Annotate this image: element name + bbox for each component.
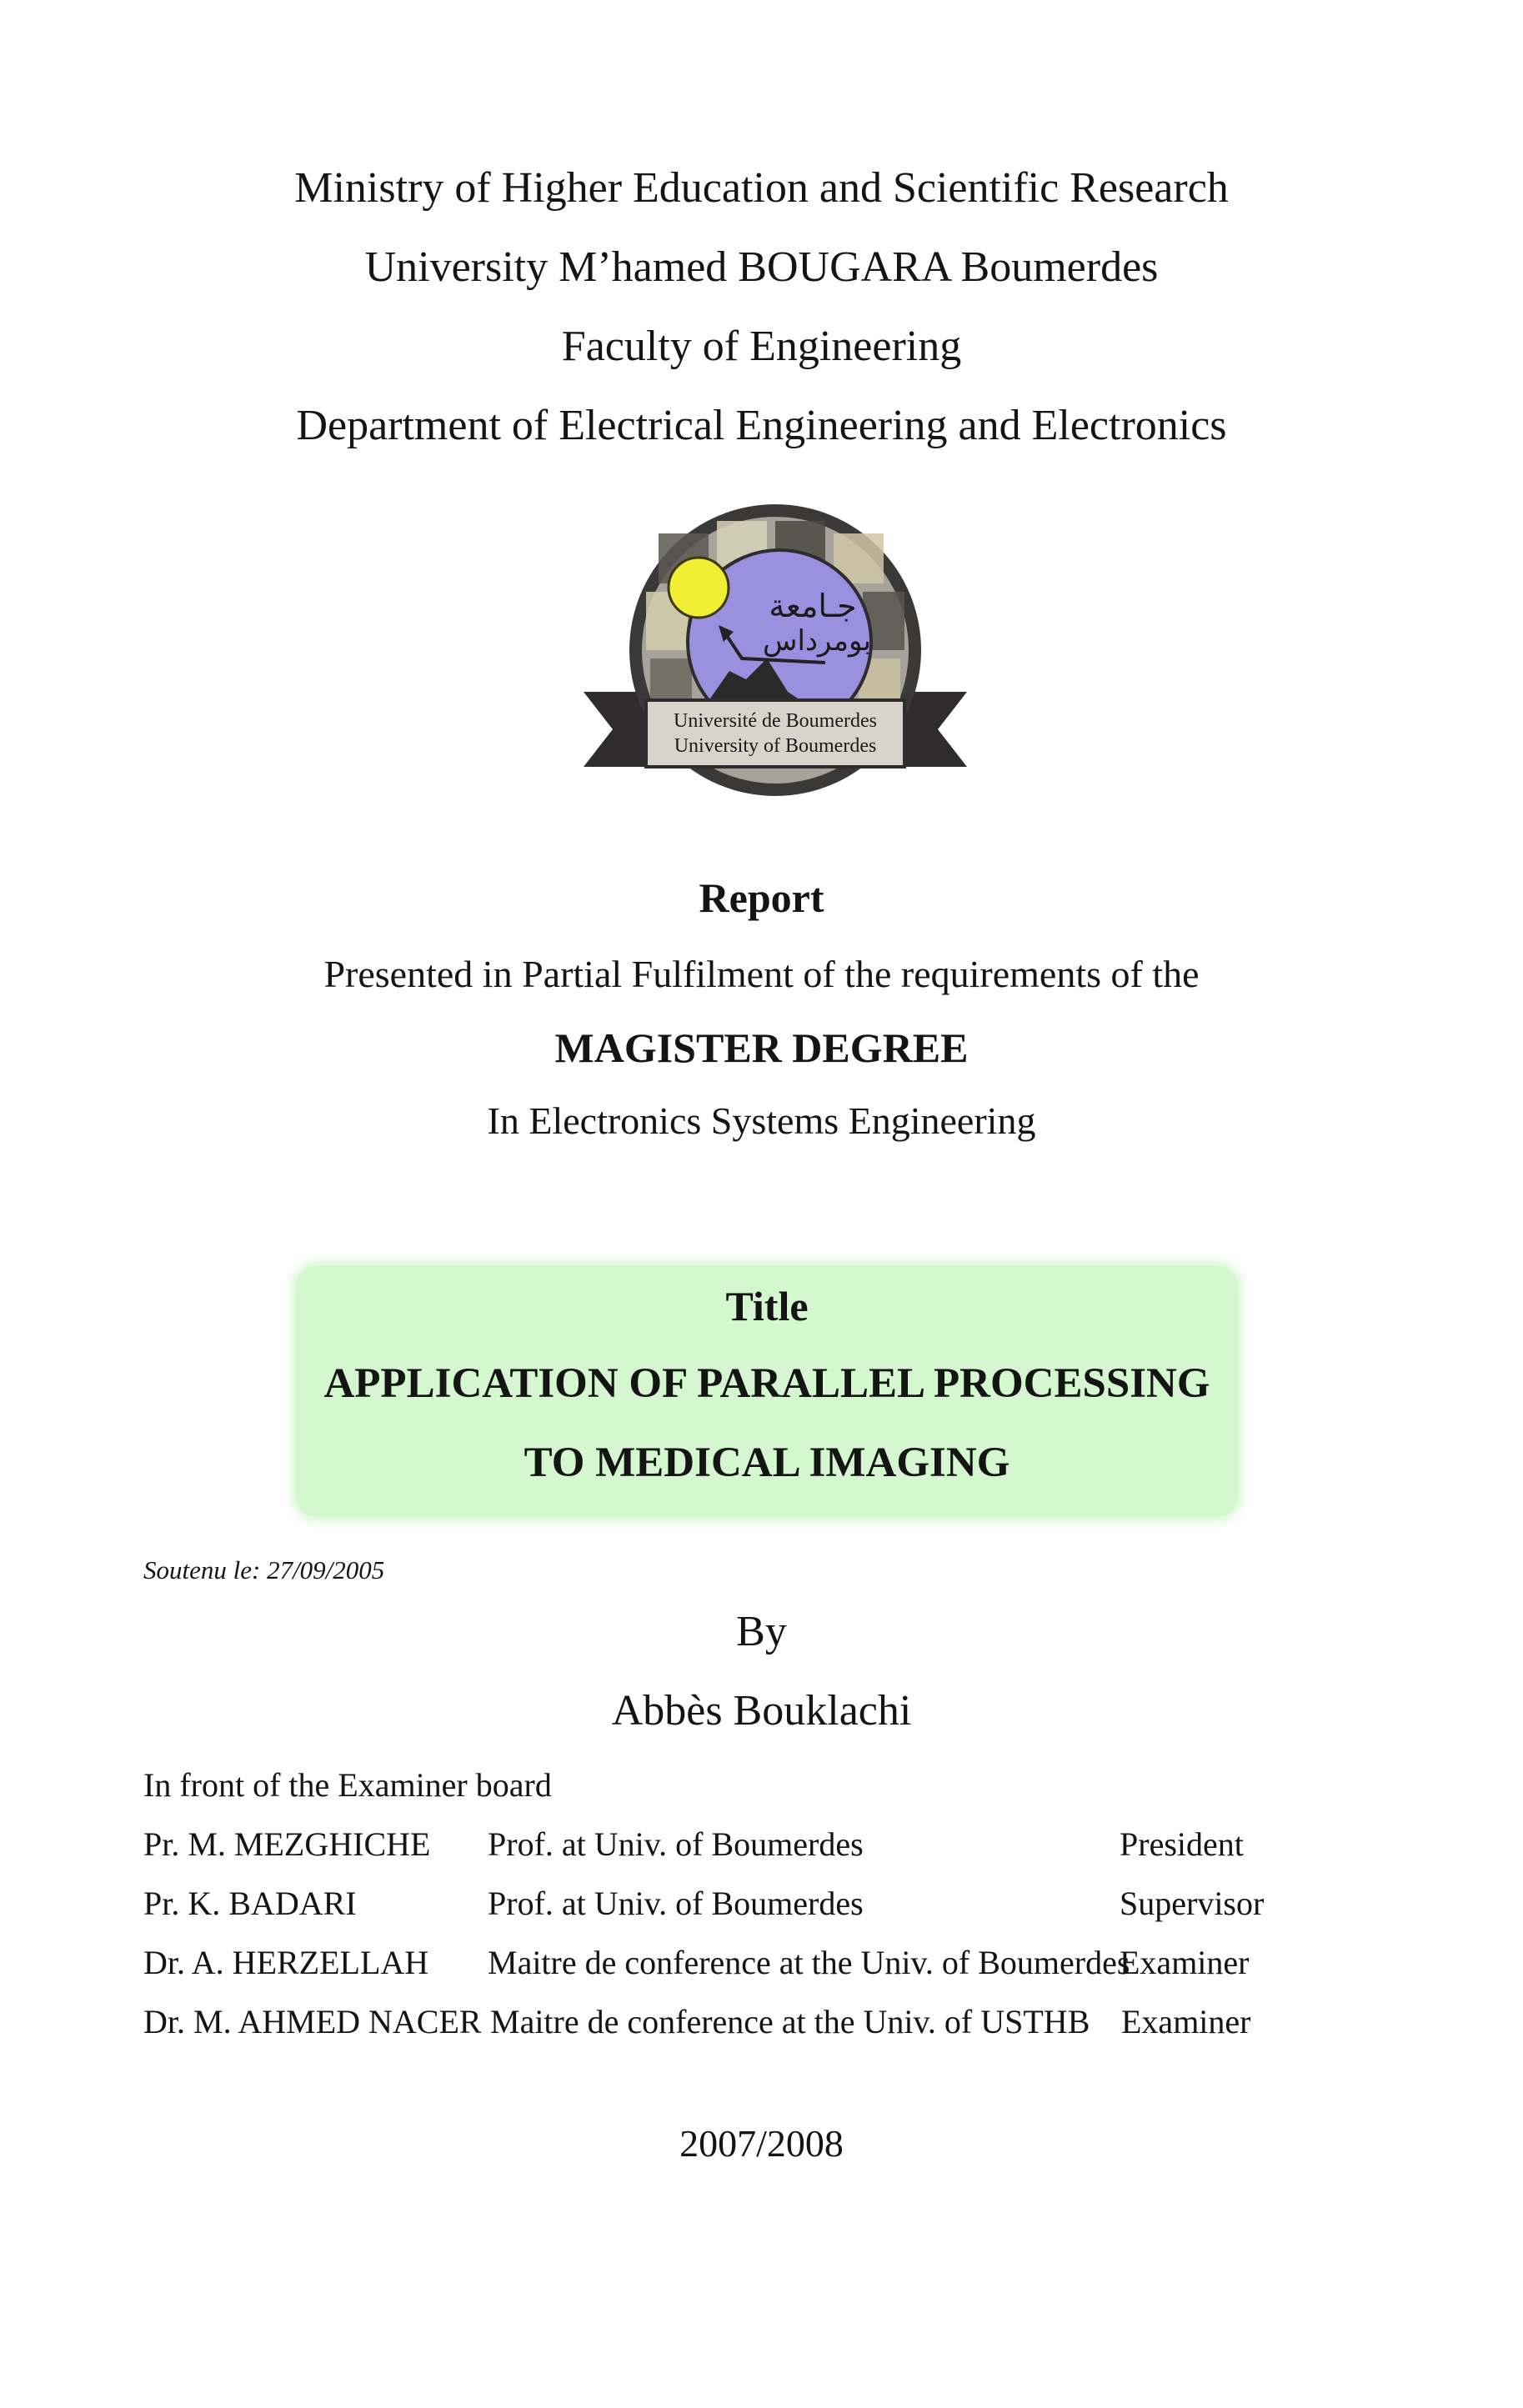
department-line: Department of Electrical Engineering and Electronics <box>296 402 1227 449</box>
board-intro: In front of the Examiner board <box>143 1766 552 1804</box>
ministry-line: Ministry of Higher Education and Scientific Research <box>294 164 1229 212</box>
title-line1: APPLICATION OF PARALLEL PROCESSING <box>323 1360 1210 1407</box>
degree-line: MAGISTER DEGREE <box>554 1024 969 1071</box>
member-role: Supervisor <box>1120 1885 1265 1922</box>
university-line: University M’hamed BOUGARA Boumerdes <box>364 243 1159 291</box>
title-line2: TO MEDICAL IMAGING <box>524 1439 1010 1486</box>
defense-date: Soutenu le: 27/09/2005 <box>143 1555 385 1584</box>
university-logo <box>575 500 975 800</box>
field-line: In Electronics Systems Engineering <box>487 1099 1036 1142</box>
report-heading: Report <box>699 874 824 921</box>
logo-arabic-line2: بومرداس <box>762 624 872 658</box>
member-role: Examiner <box>1120 1944 1250 1981</box>
title-box <box>296 1265 1238 1517</box>
logo-banner-line2: University of Boumerdes <box>674 735 877 757</box>
author-name: Abbès Bouklachi <box>611 1687 912 1735</box>
member-position: Maitre de conference at the Univ. of Boumerdes <box>488 1944 1130 1981</box>
member-name: Dr. A. HERZELLAH <box>143 1944 429 1981</box>
member-role: Examiner <box>1121 2003 1251 2040</box>
by-label: By <box>736 1608 787 1655</box>
member-role: President <box>1120 1825 1244 1863</box>
member-position: Maitre de conference at the Univ. of USTHB <box>490 2003 1090 2040</box>
member-position: Prof. at Univ. of Boumerdes <box>488 1885 864 1922</box>
academic-year: 2007/2008 <box>679 2122 844 2165</box>
member-name: Pr. K. BADARI <box>143 1885 357 1922</box>
presented-line: Presented in Partial Fulfilment of the requirements of the <box>323 953 1200 995</box>
logo-banner-line1: Université de Boumerdes <box>674 710 877 732</box>
title-label: Title <box>725 1283 809 1329</box>
faculty-line: Faculty of Engineering <box>561 323 962 370</box>
member-name: Dr. M. AHMED NACER <box>143 2003 482 2040</box>
member-position: Prof. at Univ. of Boumerdes <box>488 1825 864 1863</box>
logo-arabic-line1: جـامعة <box>769 588 857 624</box>
member-name: Pr. M. MEZGHICHE <box>143 1825 431 1863</box>
